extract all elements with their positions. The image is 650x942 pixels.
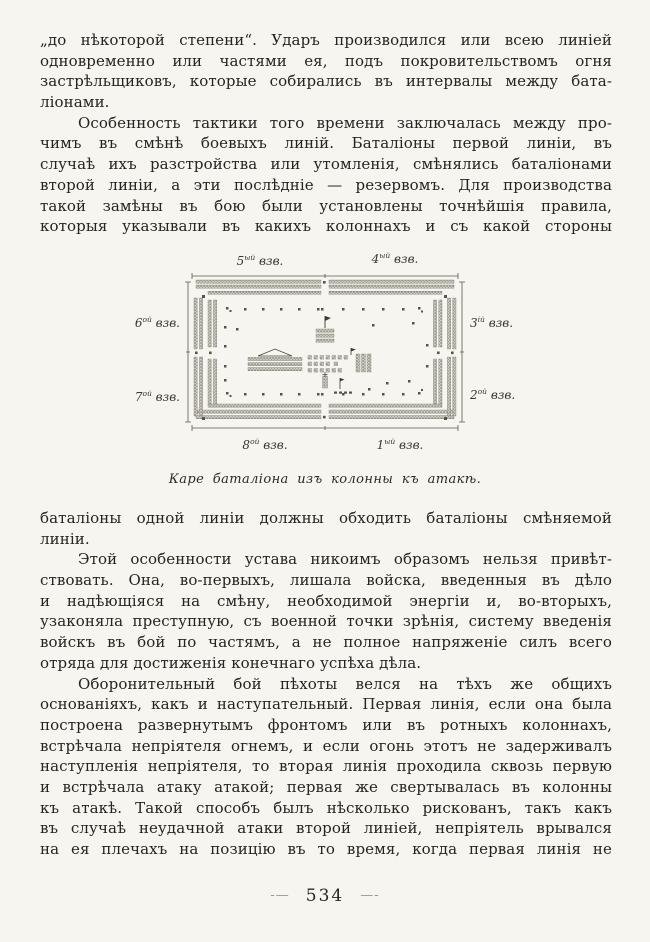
- platoon-label-8: $8^{ой}$ взв.: [242, 437, 288, 452]
- platoon-label-2: $2^{ой}$ взв.: [470, 387, 516, 402]
- text-line: случаѣ ихъ разстройства или утомленія, смѣнялись баталіонами: [40, 155, 612, 174]
- body-text-lower: [40, 508, 612, 860]
- text-line: Особенность тактики того времени заключалась между про-: [78, 113, 612, 132]
- text-line: и надѣющіяся на смѣну, необходимой энергіи и, во-вторыхъ,: [40, 591, 612, 610]
- text-line: которыя указывали въ какихъ колоннахъ и съ какой стороны: [40, 217, 612, 236]
- corner-markers: [195, 281, 454, 420]
- footer-rule-left: -—: [270, 888, 290, 903]
- text-line: одновременно или частями ея, подъ покровительствомъ огня: [40, 51, 612, 70]
- battalion-square-figure: [110, 252, 540, 487]
- text-line: на ея плечахъ на позицію въ то время, когда первая линія не: [40, 840, 612, 858]
- reserve-column-left: [248, 349, 302, 371]
- text-line: узаконяла преступную, съ военной точки зрѣнія, систему введенія: [40, 612, 612, 631]
- figure-caption: Каре баталіона изъ колонны къ атакѣ.: [168, 472, 482, 487]
- body-text-upper: [40, 30, 612, 237]
- page-number: 534: [305, 886, 345, 906]
- text-line: основаніяхъ, какъ и наступательный. Первая линія, если она была: [40, 695, 612, 714]
- left-side-ranks: [194, 298, 217, 416]
- text-line: „до нѣкоторой степени“. Ударъ производился или всею линіей: [40, 31, 612, 49]
- drummers-group: [323, 372, 389, 394]
- text-line: Этой особенности устава никоимъ образомъ нельзя привѣт-: [78, 550, 612, 569]
- colour-party-group: [316, 316, 334, 342]
- footer-rule-right: —-: [360, 888, 380, 903]
- platoon-label-7: $7^{ой}$ взв.: [134, 389, 180, 404]
- text-line: Оборонительный бой пѣхоты велся на тѣхъ же общихъ: [78, 674, 612, 693]
- page-footer: [0, 886, 650, 906]
- text-line: наступленія непріятеля, то вторая линія проходила сквозь первую: [40, 757, 612, 776]
- kare-diagram-graphic: [110, 252, 540, 464]
- platoon-label-1: $1^{ый}$ взв.: [376, 437, 424, 452]
- right-side-ranks: [433, 298, 456, 416]
- text-line: построена развернутымъ фронтомъ или въ ротныхъ колоннахъ,: [40, 715, 612, 734]
- text-line: баталіоны одной линіи должны обходить баталіоны смѣняемой: [40, 509, 612, 527]
- figure-canvas: [110, 252, 540, 464]
- text-line: ствовать. Она, во-первыхъ, лишала войска, введенныя въ дѣло: [40, 571, 612, 590]
- text-line: второй линіи, а эти послѣдніе — резервомъ. Для производства: [40, 175, 612, 194]
- reserve-column-right: [308, 348, 371, 372]
- text-line: застрѣльщиковъ, которые собирались въ интервалы между бата-: [40, 72, 612, 91]
- text-line: войскъ въ бой по частямъ, а не полное напряженіе силъ всего: [40, 633, 612, 652]
- text-line: въ случаѣ неудачной атаки второй линіей, непріятель врывался: [40, 819, 612, 838]
- platoon-label-3: $3^{ій}$ взв.: [470, 315, 514, 330]
- text-line: къ атакѣ. Такой способъ былъ нѣсколько рискованъ, такъ какъ: [40, 798, 612, 817]
- text-line: линіи.: [40, 529, 90, 548]
- text-line: такой замѣны въ бою были установлены точнѣйшія правила,: [40, 196, 612, 215]
- platoon-label-6: $6^{ой}$ взв.: [134, 315, 180, 330]
- text-line: встрѣчала непріятеля огнемъ, и если огонь этотъ не задерживалъ: [40, 736, 612, 755]
- text-line: отряда для достиженія конечнаго успѣха дѣла.: [40, 653, 422, 672]
- platoon-label-4: $4^{ый}$ взв.: [371, 251, 419, 266]
- text-line: чимъ въ смѣнѣ боевыхъ линій. Баталіоны первой линіи, въ: [40, 134, 612, 153]
- text-line: и встрѣчала атаку атакой; первая же свертывалась въ колонны: [40, 777, 612, 796]
- platoon-label-5: $5^{ый}$ взв.: [236, 253, 284, 268]
- text-line: ліонами.: [40, 93, 110, 112]
